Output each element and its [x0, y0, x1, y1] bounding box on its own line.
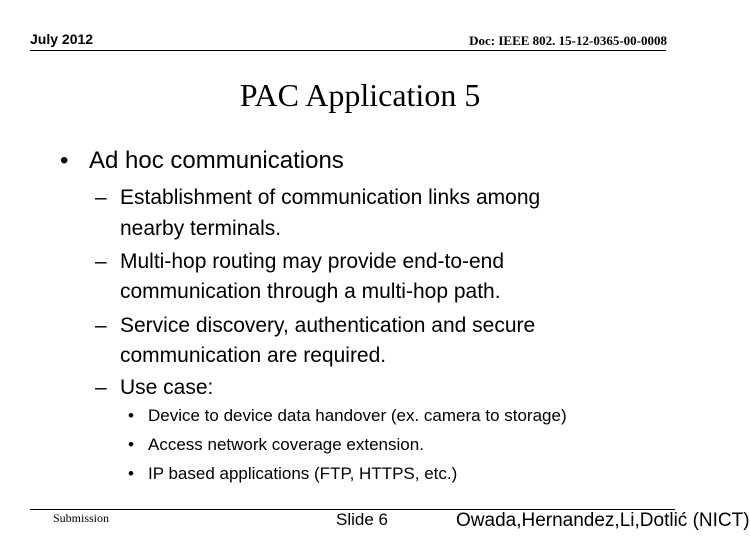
bullet-marker: •	[128, 406, 134, 425]
slide-title: PAC Application 5	[239, 77, 481, 113]
bullet-ad-hoc: Ad hoc communications	[89, 147, 344, 174]
sub-bullet-line: communication through a multi-hop path.	[120, 280, 501, 303]
footer-submission: Submission	[53, 511, 110, 525]
sub-bullet-line: Service discovery, authentication and secure	[120, 314, 536, 337]
dash-marker: –	[95, 376, 107, 399]
header-document-id: Doc: IEEE 802. 15-12-0365-00-0008	[469, 33, 667, 48]
use-case-item: Device to device data handover (ex. camera to storage)	[148, 406, 567, 425]
bullet-marker: •	[128, 464, 134, 483]
bullet-marker: •	[60, 147, 69, 174]
header-date: July 2012	[30, 31, 94, 47]
use-case-item: IP based applications (FTP, HTTPS, etc.)	[148, 464, 458, 483]
dash-marker: –	[95, 186, 107, 209]
footer-slide-number: Slide 6	[336, 510, 388, 529]
sub-bullet-line: Multi-hop routing may provide end-to-end	[120, 250, 505, 273]
use-case-item: Access network coverage extension.	[148, 435, 424, 454]
bullet-marker: •	[128, 435, 134, 454]
dash-marker: –	[95, 314, 107, 337]
sub-bullet-line: Establishment of communication links among	[120, 186, 541, 209]
footer-authors: Owada,Hernandez,Li,Dotlić (NICT)	[456, 510, 750, 531]
dash-marker: –	[95, 250, 107, 273]
sub-bullet-line: nearby terminals.	[120, 217, 282, 240]
header-divider	[30, 50, 666, 51]
sub-bullet-line: communication are required.	[120, 344, 387, 367]
sub-bullet-line: Use case:	[120, 376, 214, 399]
